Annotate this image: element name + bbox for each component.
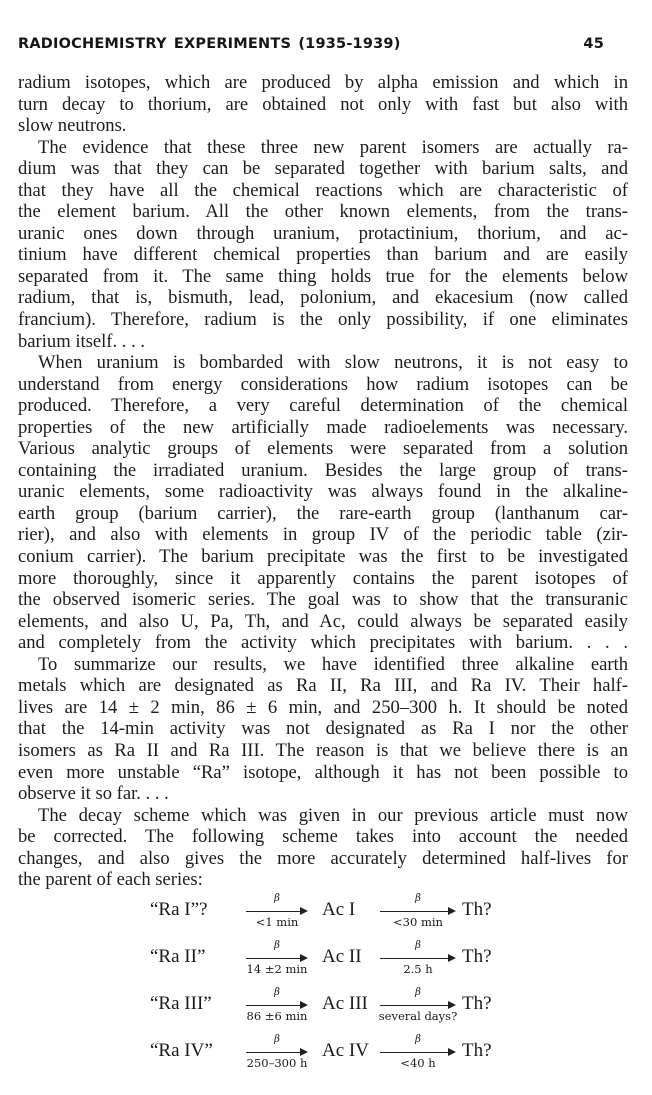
text-line: separated from it. The same thing holds true for the elements below [18,265,628,287]
half-life-label: <40 h [400,1056,436,1070]
arrow-right-icon [300,954,308,962]
decay-arrow-daughter [380,987,456,1029]
beta-decay-label: β [274,940,280,951]
half-life-label: 14 ±2 min [246,962,308,976]
decay-chain-row [150,893,510,940]
text-line: and completely from the activity which precipitates with barium. . . . [18,632,628,654]
daughter-isotope: Ac IV [322,1040,369,1061]
text-line: produced. Therefore, a very careful determination of the chemical [18,395,628,417]
parent-isotope: “Ra II” [150,946,206,967]
page-number: 45 [583,36,604,52]
decay-arrow-parent [246,893,308,935]
half-life-label: 86 ±6 min [246,1009,308,1023]
text-line: tinium have different chemical properties than barium and are easily [18,244,628,266]
arrow-right-icon [300,1001,308,1009]
beta-decay-label: β [415,1034,421,1045]
final-product: Th? [462,946,492,967]
text-line: changes, and also gives the more accurately determined half-lives for [18,847,628,869]
text-line: isomers as Ra II and Ra III. The reason is that we believe there is an [18,739,628,761]
body-text [18,72,628,891]
text-line: that they have all the chemical reactions which are characteristic of [18,179,628,201]
parent-isotope: “Ra I”? [150,899,208,920]
text-line: lives are 14 ± 2 min, 86 ± 6 min, and 250–300 h. It should be noted [18,696,628,718]
arrow-shaft [246,1005,302,1006]
arrow-shaft [380,958,450,959]
text-line: properties of the new artificially made radioelements was necessary. [18,416,628,438]
text-line: barium itself. . . . [18,330,146,352]
arrow-shaft [246,911,302,912]
text-line: slow neutrons. [18,115,127,137]
text-line: even more unstable “Ra” isotope, although it has not been possible to [18,761,628,783]
arrow-right-icon [448,1048,456,1056]
daughter-isotope: Ac III [322,993,368,1014]
arrow-shaft [246,958,302,959]
arrow-right-icon [300,1048,308,1056]
final-product: Th? [462,993,492,1014]
arrow-shaft [380,1005,450,1006]
decay-arrow-parent [246,987,308,1029]
arrow-right-icon [448,1001,456,1009]
text-line: metals which are designated as Ra II, Ra III, and Ra IV. Their half- [18,675,628,697]
text-line: radium, that is, bismuth, lead, polonium, and ekacesium (now called [18,287,628,309]
beta-decay-label: β [274,1034,280,1045]
beta-decay-label: β [415,893,421,904]
running-header [18,36,604,58]
text-line: the observed isomeric series. The goal was to show that the transuranic [18,589,628,611]
decay-scheme [150,893,510,1081]
text-line: elements, and also U, Pa, Th, and Ac, could always be separated easily [18,610,628,632]
decay-arrow-daughter [380,893,456,935]
beta-decay-label: β [274,893,280,904]
text-line: containing the irradiated uranium. Besides the large group of trans- [18,459,628,481]
text-line: Various analytic groups of elements were separated from a solution [18,438,628,460]
arrow-right-icon [448,907,456,915]
decay-chain-row [150,987,510,1034]
half-life-label: <1 min [255,915,299,929]
parent-isotope: “Ra IV” [150,1040,213,1061]
final-product: Th? [462,899,492,920]
text-line: the element barium. All the other known elements, from the trans- [18,201,628,223]
decay-arrow-daughter [380,940,456,982]
decay-arrow-parent [246,1034,308,1076]
text-line: The decay scheme which was given in our previous article must now [38,804,628,826]
text-line: turn decay to thorium, are obtained not only with fast but also with [18,93,628,115]
daughter-isotope: Ac I [322,899,356,920]
half-life-label: 2.5 h [403,962,433,976]
arrow-right-icon [448,954,456,962]
text-line: more thoroughly, since it apparently contains the parent isotopes of [18,567,628,589]
beta-decay-label: β [274,987,280,998]
running-title: RADIOCHEMISTRY EXPERIMENTS (1935-1939) [18,36,401,52]
text-line: To summarize our results, we have identified three alkaline earth [38,653,628,675]
text-line: that the 14-min activity was not designated as Ra I nor the other [18,718,628,740]
arrow-right-icon [300,907,308,915]
final-product: Th? [462,1040,492,1061]
arrow-shaft [380,1052,450,1053]
decay-chain-row [150,940,510,987]
parent-isotope: “Ra III” [150,993,212,1014]
arrow-shaft [246,1052,302,1053]
beta-decay-label: β [415,940,421,951]
decay-arrow-parent [246,940,308,982]
text-line: The evidence that these three new parent isomers are actually ra- [38,136,628,158]
decay-arrow-daughter [380,1034,456,1076]
text-line: dium was that they can be separated together with barium salts, and [18,158,628,180]
text-line: rier), and also with elements in group IV of the periodic table (zir- [18,524,628,546]
text-line: understand from energy considerations how radium isotopes can be [18,373,628,395]
text-line: conium carrier). The barium precipitate was the first to be investigated [18,546,628,568]
text-line: francium). Therefore, radium is the only possibility, if one eliminates [18,309,628,331]
beta-decay-label: β [415,987,421,998]
half-life-label: 250–300 h [246,1056,308,1070]
text-line: When uranium is bombarded with slow neutrons, it is not easy to [38,352,628,374]
decay-chain-row [150,1034,510,1081]
half-life-label: <30 min [393,915,443,929]
half-life-label: several days? [378,1009,458,1023]
text-line: earth group (barium carrier), the rare-earth group (lanthanum car- [18,502,628,524]
text-line: observe it so far. . . . [18,783,169,805]
daughter-isotope: Ac II [322,946,362,967]
text-line: be corrected. The following scheme takes into account the needed [18,826,628,848]
arrow-shaft [380,911,450,912]
text-line: radium isotopes, which are produced by alpha emission and which in [18,72,628,93]
text-line: the parent of each series: [18,869,203,891]
text-line: uranic ones down through uranium, protactinium, thorium, and ac- [18,222,628,244]
text-line: uranic elements, some radioactivity was always found in the alkaline- [18,481,628,503]
